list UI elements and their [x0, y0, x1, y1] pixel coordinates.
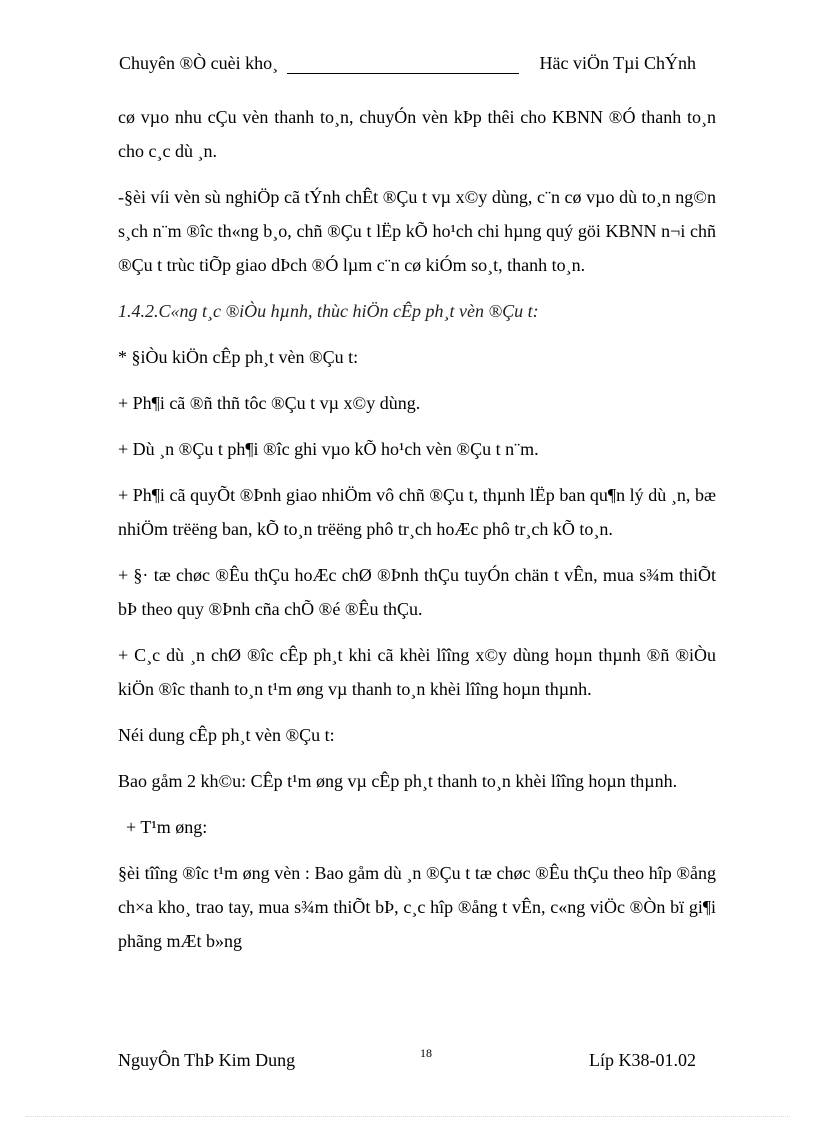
paragraph-stages: Bao gåm 2 kh©u: CÊp t¹m øng vµ cÊp ph¸t thanh to¸n khèi lîîng hoµn thµnh. — [118, 771, 678, 791]
header-underline — [287, 73, 519, 74]
paragraph-2: -§èi víi vèn sù nghiÖp cã tÝnh chÊt ®Çu t vµ x©y dùng, c¨n cø vµo dù to¸n ng©n s¸ch n¨m ®îc th«ng b¸o, chñ ®Çu t lËp kÕ ho¹ch chi hµng quý göi KBNN n¬i chñ ®Çu t trùc tiÕp giao dÞch ®Ó lµm c¨n cø kiÓm so¸t, thanh to¸n. — [118, 187, 716, 275]
footer-author: NguyÔn ThÞ Kim Dung — [118, 1050, 296, 1070]
condition-item-2: + Dù ¸n ®Çu t ph¶i ®îc ghi vµo kÕ ho¹ch vèn ®Çu t n¨m. — [118, 439, 539, 459]
page-header — [119, 53, 696, 77]
paragraph-advance-subjects: §èi tîîng ®îc t¹m øng vèn : Bao gåm dù ¸n ®Çu t tæ chøc ®Êu thÇu theo hîp ®ång ch×a kho¸ trao tay, mua s¾m thiÕt bÞ, c¸c hîp ®ång t vÊn, c«ng viÖc ®Òn bï gi¶i phãng mÆt b»ng — [118, 863, 716, 951]
header-institution: Häc viÖn Tµi ChÝnh — [539, 53, 696, 73]
document-body — [118, 100, 716, 958]
footer-class: Líp K38-01.02 — [589, 1050, 696, 1070]
condition-item-1: + Ph¶i cã ®ñ thñ tôc ®Çu t vµ x©y dùng. — [118, 393, 421, 413]
paragraph-advance-title: + T¹m øng: — [126, 817, 208, 837]
condition-item-5: + C¸c dù ¸n chØ ®îc cÊp ph¸t khi cã khèi lîîng x©y dùng hoµn thµnh ®ñ ®iÒu kiÖn ®îc thanh to¸n t¹m øng vµ thanh to¸n khèi lîîng hoµn thµnh. — [118, 645, 716, 699]
page-bottom-divider — [26, 1116, 790, 1117]
header-thesis-title: Chuyên ®Ò cuèi kho¸ — [119, 53, 279, 73]
condition-item-3: + Ph¶i cã quyÕt ®Þnh giao nhiÖm vô chñ ®Çu t, thµnh lËp ban qu¶n lý dù ¸n, bæ nhiÖm trëëng ban, kÕ to¸n trëëng phô tr¸ch hoÆc phô tr¸ch kÕ to¸n. — [118, 485, 716, 539]
paragraph-conditions-title: * §iÒu kiÖn cÊp ph¸t vèn ®Çu t: — [118, 347, 359, 367]
section-heading: 1.4.2.C«ng t¸c ®iÒu hµnh, thùc hiÖn cÊp ph¸t vèn ®Çu t: — [118, 301, 539, 321]
page-footer — [118, 1046, 696, 1074]
condition-item-4: + §· tæ chøc ®Êu thÇu hoÆc chØ ®Þnh thÇu tuyÓn chän t vÊn, mua s¾m thiÕt bÞ theo quy ®Þnh cña chÕ ®é ®Êu thÇu. — [118, 565, 716, 619]
page-number: 18 — [420, 1046, 432, 1060]
paragraph-1: cø vµo nhu cÇu vèn thanh to¸n, chuyÓn vèn kÞp thêi cho KBNN ®Ó thanh to¸n cho c¸c dù ¸n. — [118, 107, 716, 161]
paragraph-content-title: Néi dung cÊp ph¸t vèn ®Çu t: — [118, 725, 335, 745]
